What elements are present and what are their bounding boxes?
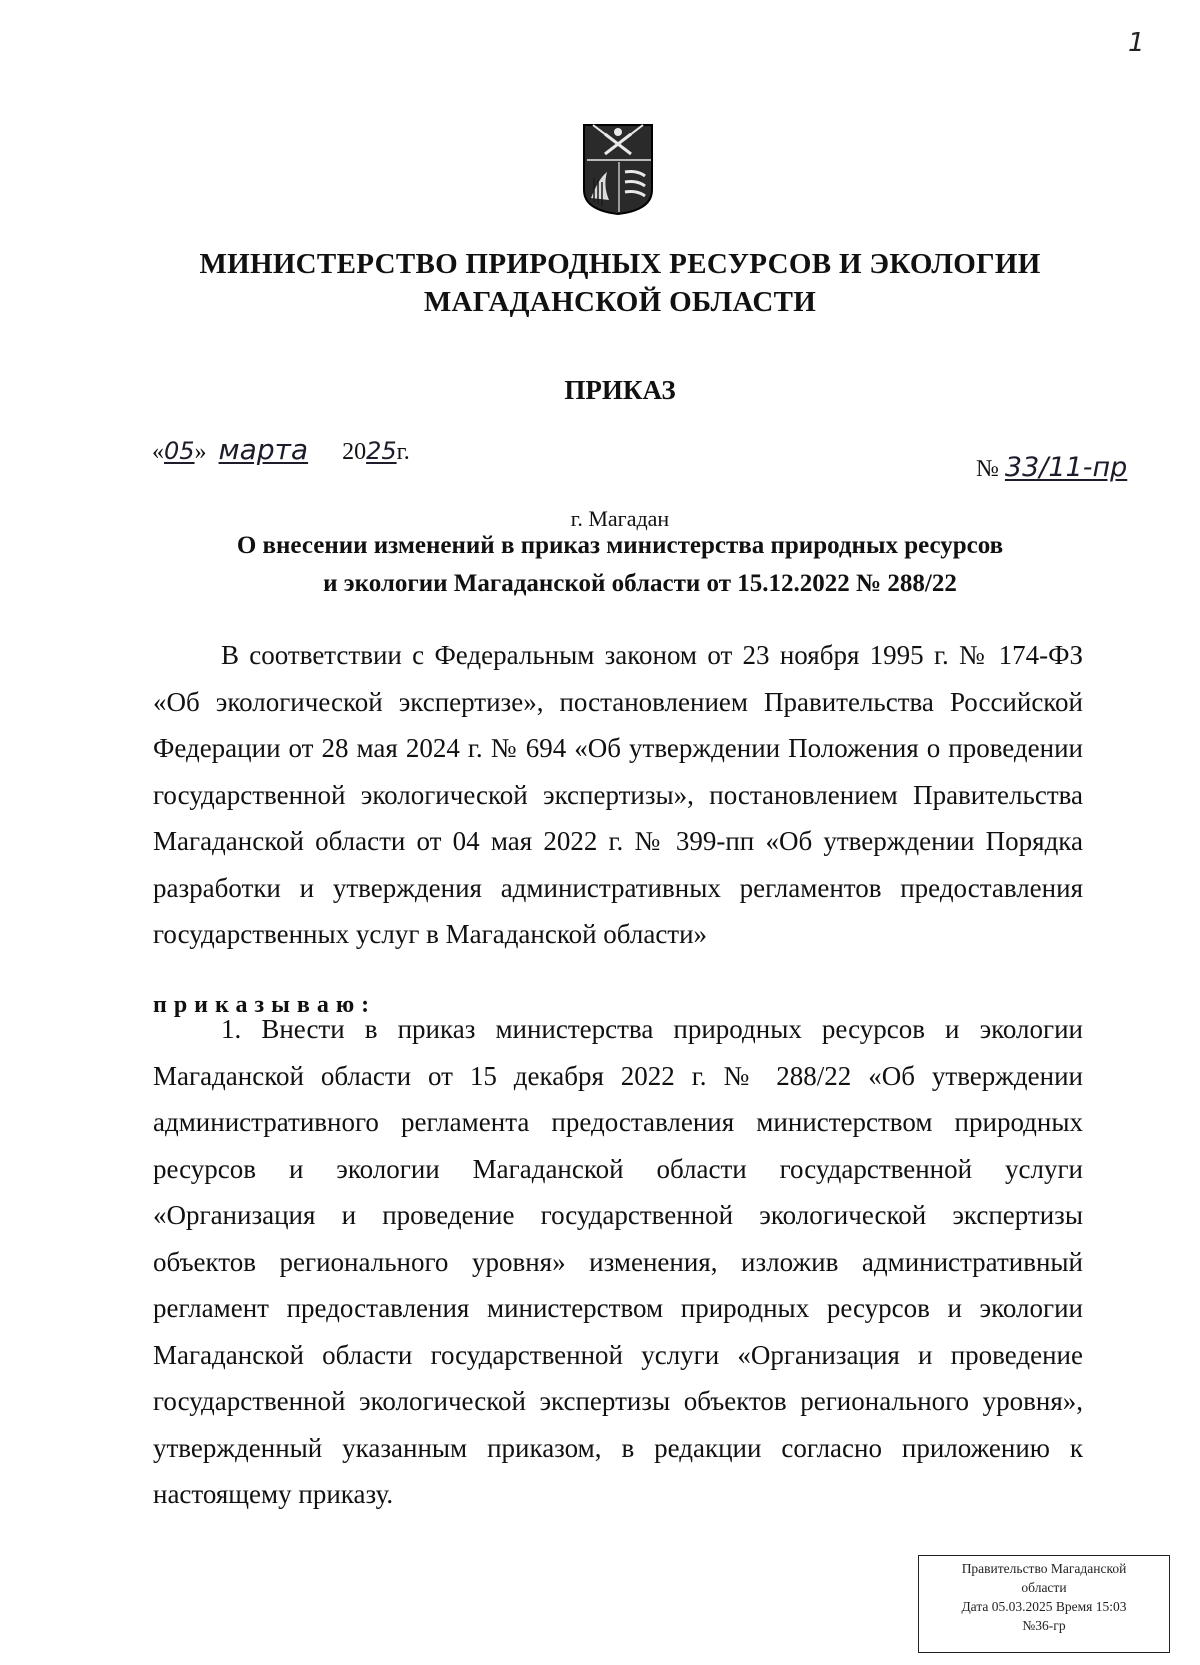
registration-stamp — [918, 1555, 1170, 1653]
stamp-line-1: Правительство Магаданской — [961, 1561, 1127, 1576]
date-year-suffix: 25 — [366, 437, 397, 465]
subject-line-1: О внесении изменений в приказ министерства природных ресурсов — [236, 532, 1004, 559]
order-date — [152, 433, 410, 466]
stamp-line-4: №36-гр — [1022, 1618, 1066, 1633]
date-year-tail: г. — [396, 439, 410, 465]
date-day: 05 — [164, 437, 195, 465]
date-open-quote: « — [152, 439, 164, 465]
item-1-paragraph: 1. Внести в приказ министерства природных ресурсов и экологии Магаданской области от 15 декабря 2022 г. № 288/22 «Об утверждении административного регламента предоставления министерством природных ресурсов и экологии Магаданской области государственной услуги «Организация и проведение государственной экологической экспертизы объектов регионального уровня» изменения, изложив административный регламент предоставления министерством природных ресурсов и экологии Магаданской области государственной услуги «Организация и проведение государственной экологической экспертизы объектов регионального уровня», утвержденный указанным приказом, в редакции согласно приложению к настоящему приказу. — [153, 1014, 1083, 1509]
document-type-title: ПРИКАЗ — [564, 375, 676, 405]
date-year-prefix: 20 — [342, 439, 367, 465]
preamble-paragraph: В соответствии с Федеральным законом от 23 ноября 1995 г. № 174-ФЗ «Об экологической экспертизе», постановлением Правительства Российской Федерации от 28 мая 2024 г. № 694 «Об утверждении Положения о проведении государственной экологической экспертизы», постановлением Правительства Магаданской области от 04 мая 2022 г. № 399-пп «Об утверждении Порядка разработки и утверждения административных регламентов предоставления государственных услуг в Магаданской области» — [153, 640, 1083, 949]
subject-line-2: и экологии Магаданской области от 15.12.2022 № 288/22 — [323, 570, 957, 597]
date-close-quote: » — [194, 439, 207, 465]
stamp-line-3: Дата 05.03.2025 Время 15:03 — [961, 1599, 1127, 1614]
ministry-title-line-2: МАГАДАНСКОЙ ОБЛАСТИ — [423, 286, 817, 318]
number-sign: № — [976, 456, 999, 482]
order-number — [976, 452, 1127, 483]
stamp-line-2: области — [1021, 1580, 1067, 1595]
page-number-mark: 1 — [1128, 28, 1145, 58]
date-month: марта — [218, 433, 309, 466]
ministry-title-line-1: МИНИСТЕРСТВО ПРИРОДНЫХ РЕСУРСОВ И ЭКОЛОГИИ — [199, 248, 1041, 280]
city-line: г. Магадан — [570, 506, 670, 531]
magadan-coat-of-arms-icon — [581, 120, 655, 216]
number-value: 33/11-пр — [1004, 452, 1128, 483]
command-word: приказываю: — [153, 992, 377, 1018]
